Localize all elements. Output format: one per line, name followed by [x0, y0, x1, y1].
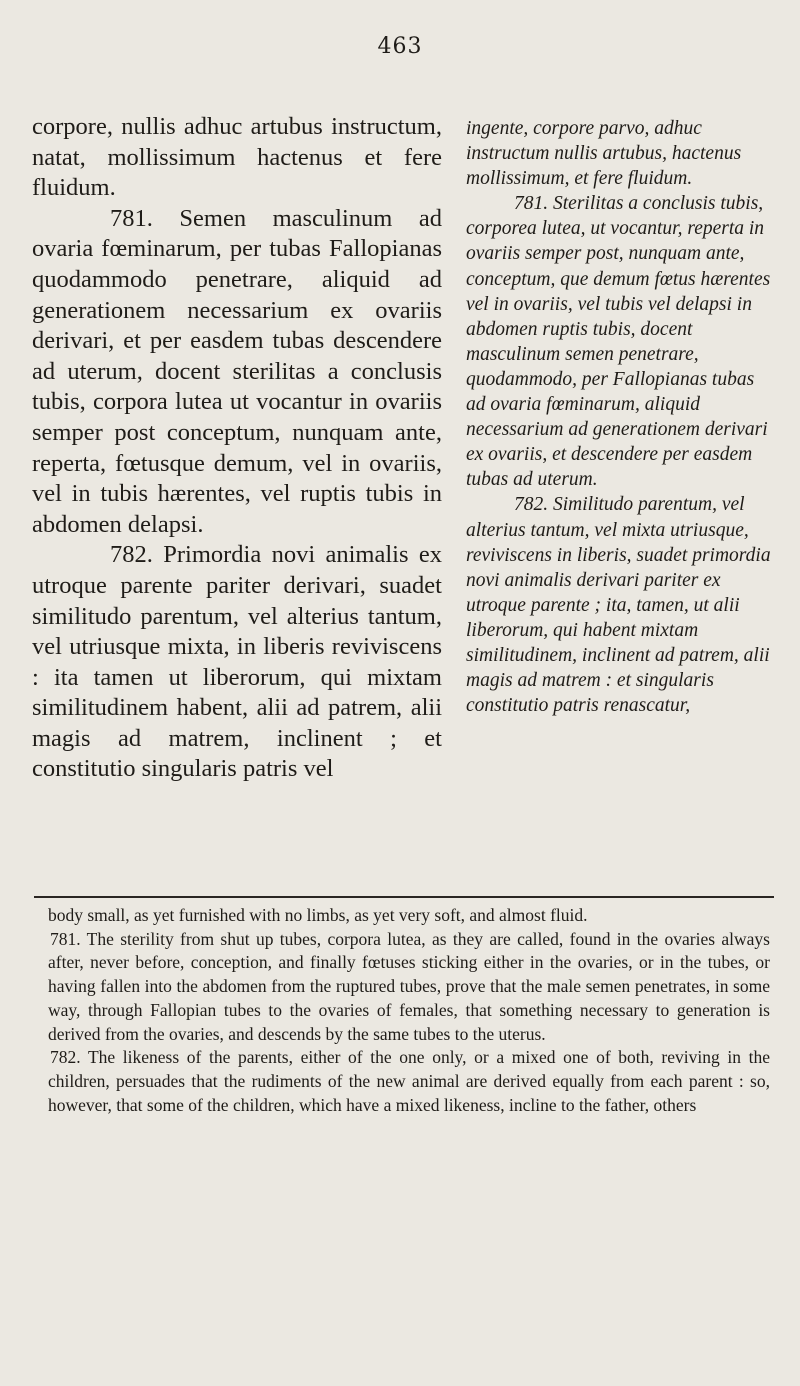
translation-paragraph-782: 782. The likeness of the parents, either of the one only, or a mixed one of both, reviving in the children, persuades that the rudiments of the new animal are derived equally from each parent : so, however, that some of the children, which have a mixed likeness, incline to the father, others	[48, 1047, 770, 1115]
latin-gloss-paragraph-1: ingente, corpore parvo, adhuc instructum nullis artubus, hactenus mollissimum, et fere fluidum.	[466, 118, 742, 190]
latin-gloss-paragraph-782: 782. Similitudo parentum, vel alterius tantum, vel mixta utriusque, reviviscens in liberis, suadet primordia novi animalis derivari pariter ex utroque parente ; ita, tamen, ut alii liberorum, qui habent mixtam similitudinem, inclinent ad patrem, alii magis ad matrem : et singularis constitutio patris renascatur,	[466, 494, 771, 717]
latin-main-column	[32, 112, 442, 785]
latin-main-paragraph-1: corpore, nullis adhuc artubus instructum, natat, mollissimum hactenus et fere fluidum.	[32, 113, 442, 202]
latin-main-paragraph-782: 782. Primordia novi animalis ex utroque parente pariter derivari, suadet similitudo parentum, vel alterius tantum, vel utriusque mixta, in liberis reviviscens : ita tamen ut liberorum, qui mixtam similitudinem habent, alii ad patrem, alii magis ad matrem, inclinent ; et constitutio singularis patris vel	[32, 541, 442, 783]
english-translation	[48, 904, 770, 1117]
latin-gloss-column	[466, 116, 774, 718]
page-number: 463	[377, 34, 423, 59]
translation-paragraph-1: body small, as yet furnished with no limbs, as yet very soft, and almost fluid.	[48, 905, 588, 925]
section-divider	[34, 896, 774, 899]
translation-paragraph-781: 781. The sterility from shut up tubes, corpora lutea, as they are called, found in the ovaries always after, never before, conception, and finally fœtuses sticking either in the ovaries, or in the tubes, or having fallen into the abdomen from the ruptured tubes, prove that the male semen penetrates, in some way, through Fallopian tubes to the ovaries of females, that something necessary to generation is derived from the ovaries, and descends by the same tubes to the uterus.	[48, 928, 770, 1044]
latin-gloss-paragraph-781: 781. Sterilitas a conclusis tubis, corporea lutea, ut vocantur, reperta in ovariis semper post, nunquam ante, conceptum, que demum fœtus hærentes vel in ovariis, vel tubis vel delapsi in abdomen ruptis tubis, docent masculinum semen penetrare, quodammodo, per Fallopianas tubas ad ovaria fœminarum, aliquid necessarium ad generationem derivari ex ovariis, et descendere per easdem tubas ad uterum.	[466, 193, 771, 491]
latin-main-paragraph-781: 781. Semen masculinum ad ovaria fœminarum, per tubas Fallopianas quodammodo penetrare, aliquid ad generationem necessarium ex ovariis derivari, et per easdem tubas descendere ad uterum, docent sterilitas a conclusis tubis, corpora lutea ut vocantur in ovariis semper post conceptum, nunquam ante, reperta, fœtusque demum, vel in ovariis, vel in tubis hærentes, vel ruptis tubis in abdomen delapsi.	[32, 204, 442, 538]
